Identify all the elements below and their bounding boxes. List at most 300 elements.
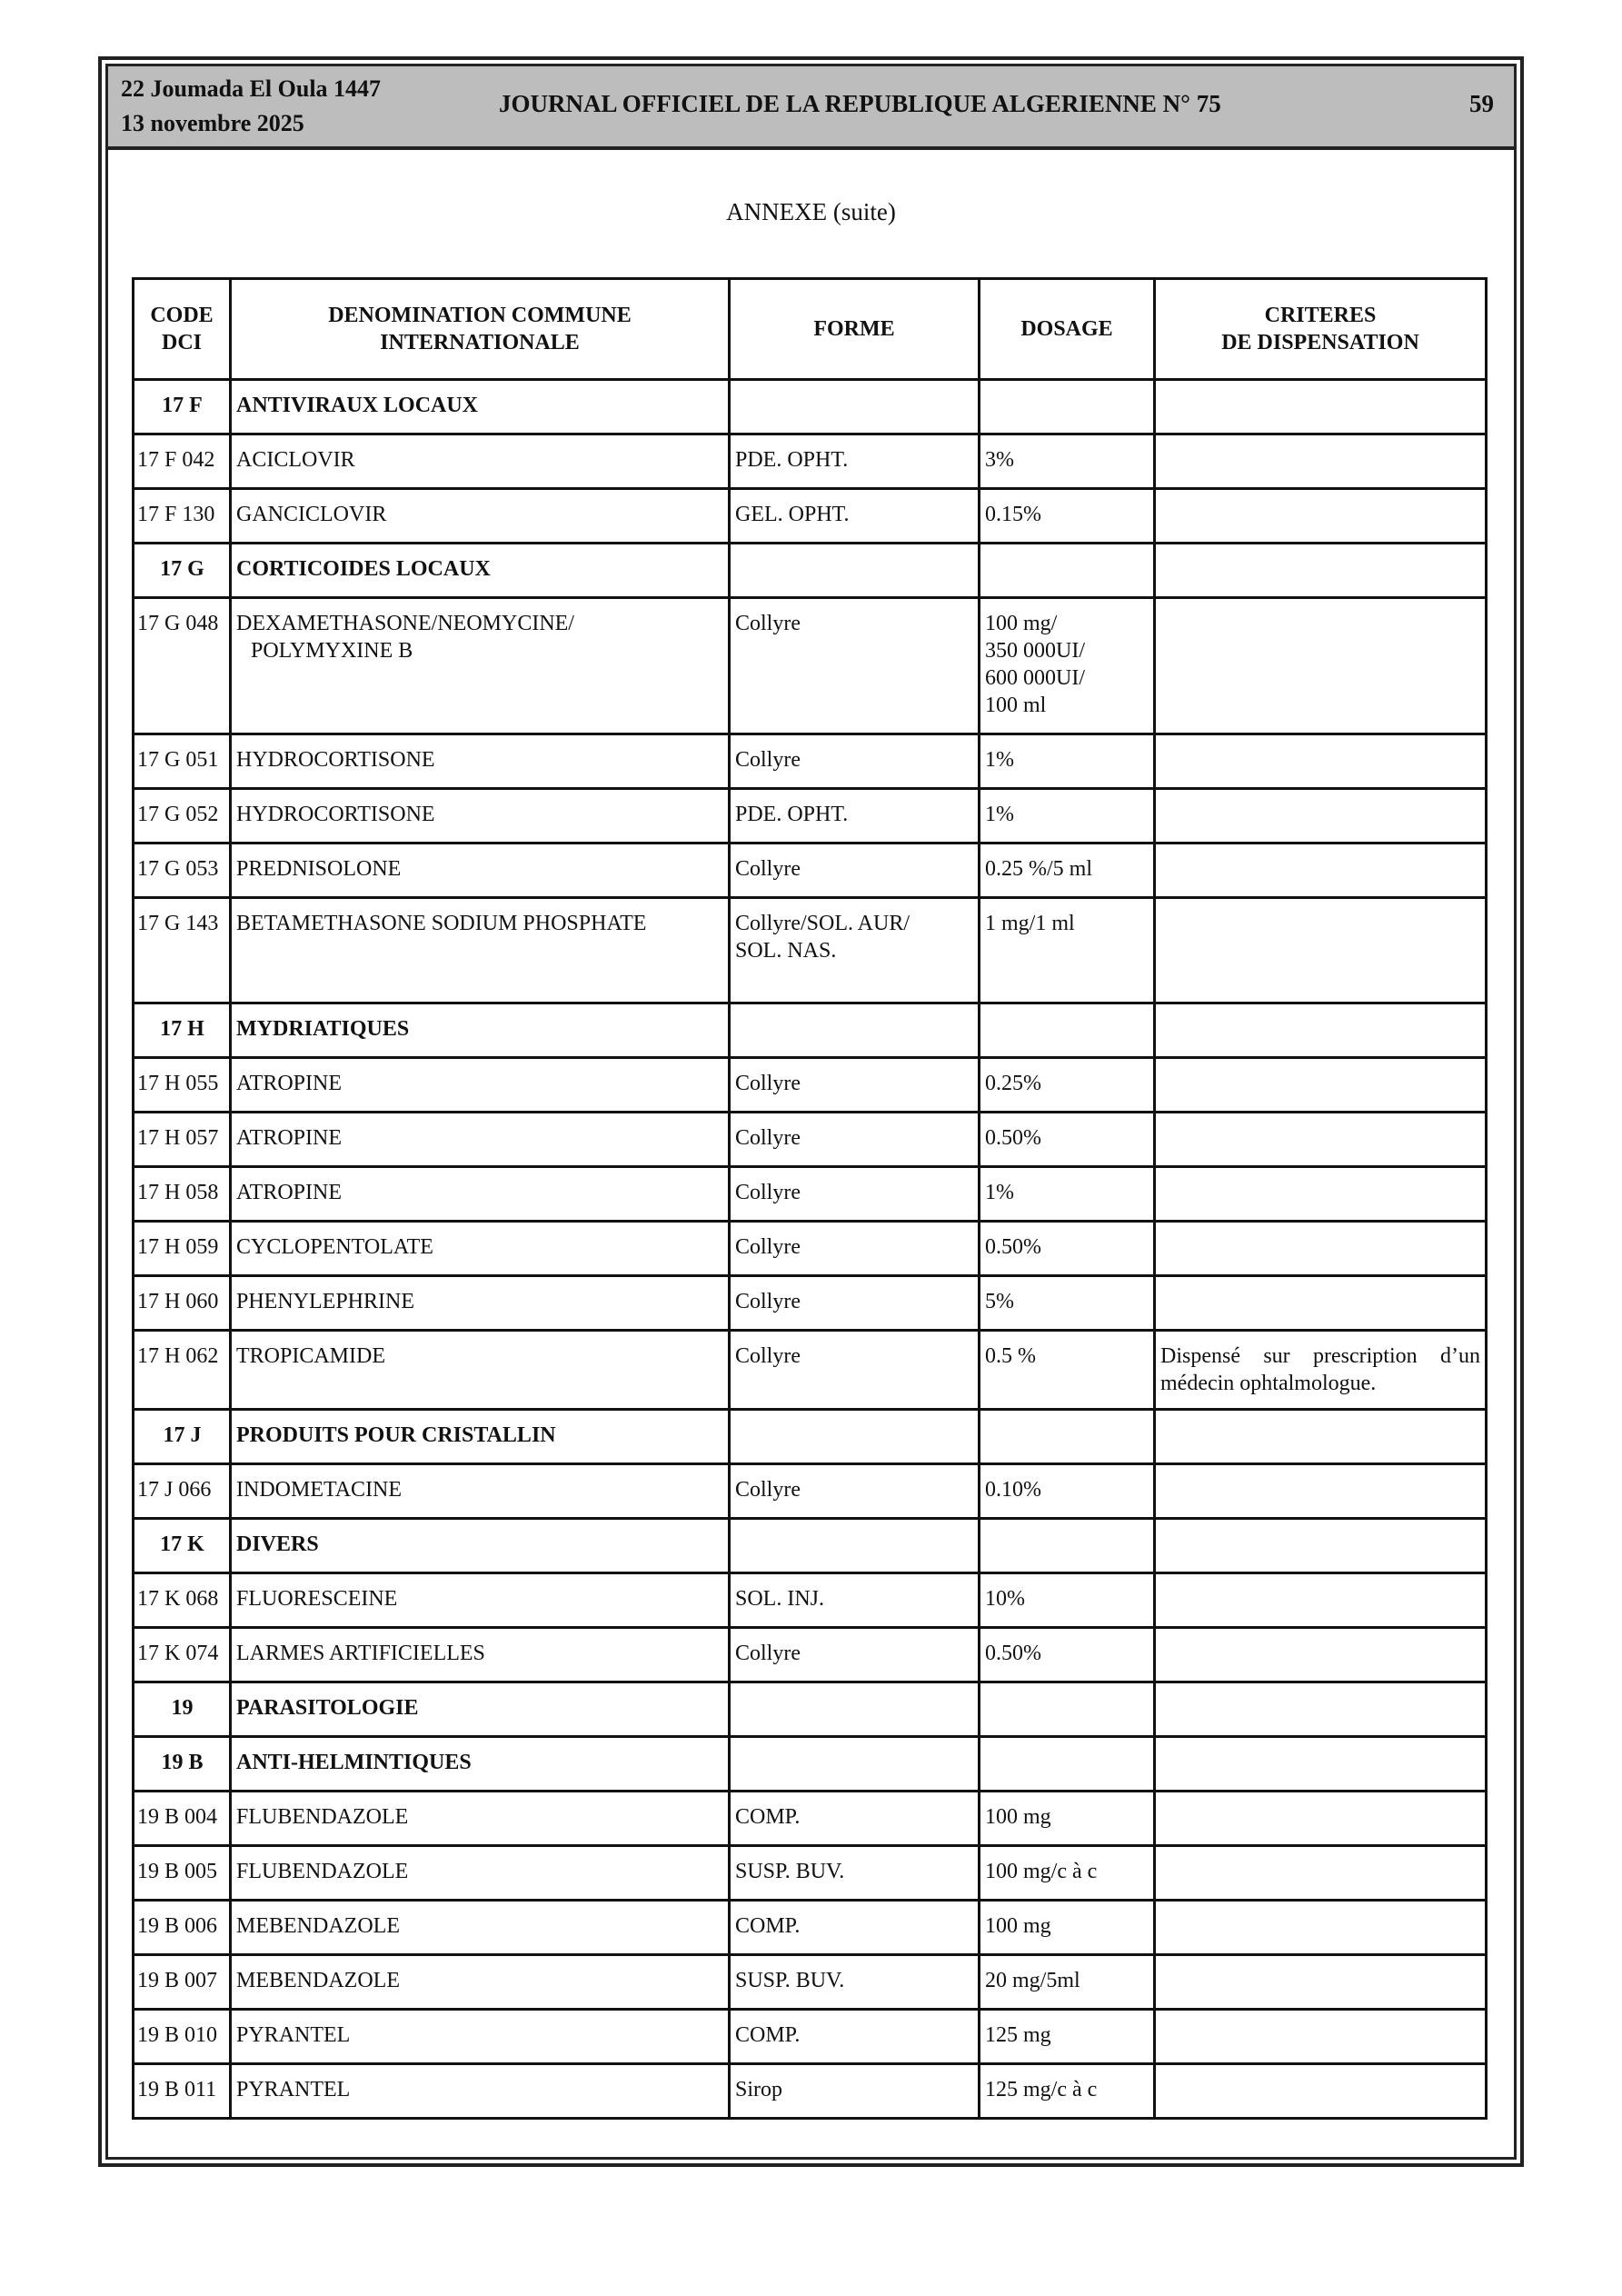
cell-code	[134, 598, 231, 734]
cell-text: 100 mg	[985, 1914, 1051, 1938]
cell-forme	[730, 1792, 980, 1846]
cell-name	[231, 1167, 730, 1222]
cell-text: 125 mg	[985, 2023, 1051, 2047]
cell-name	[231, 1410, 730, 1464]
cell-dosage	[980, 1846, 1155, 1901]
cell-name	[231, 1464, 730, 1519]
cell-text: MEBENDAZOLE	[236, 1914, 400, 1938]
cell-dosage	[980, 1058, 1155, 1113]
cell-text: ATROPINE	[236, 1072, 343, 1095]
journal-title: JOURNAL OFFICIEL DE LA REPUBLIQUE ALGERIENNE N° 75	[499, 90, 1221, 117]
cell-text: CORTICOIDES LOCAUX	[236, 557, 491, 581]
cell-text: LARMES ARTIFICIELLES	[236, 1642, 485, 1665]
table-row	[134, 1573, 1487, 1628]
cell-text: FLUBENDAZOLE	[236, 1860, 409, 1883]
cell-forme	[730, 1167, 980, 1222]
cell-text: FLUBENDAZOLE	[236, 1805, 409, 1829]
cell-text: 17 G 048	[137, 612, 219, 635]
cell-criteres	[1155, 380, 1487, 434]
cell-dosage	[980, 898, 1155, 1003]
cell-name	[231, 898, 730, 1003]
cell-text: 350 000UI/	[985, 639, 1085, 663]
cell-code	[134, 434, 231, 489]
cell-name	[231, 844, 730, 898]
cell-name	[231, 1737, 730, 1792]
header-line: DE DISPENSATION	[1221, 331, 1419, 354]
cell-text: FLUORESCEINE	[236, 1587, 398, 1611]
cell-dosage	[980, 1901, 1155, 1955]
cell-text: Collyre	[735, 1642, 801, 1665]
cell-forme	[730, 1519, 980, 1573]
cell-text: PDE. OPHT.	[735, 803, 849, 826]
cell-text: 100 mg/	[985, 612, 1058, 635]
cell-code	[134, 1003, 231, 1058]
header-line: FORME	[813, 317, 895, 341]
cell-text: 100 mg	[985, 1805, 1051, 1829]
cell-forme	[730, 2010, 980, 2064]
cell-text: DEXAMETHASONE/NEOMYCINE/	[236, 612, 574, 635]
cell-code	[134, 1792, 231, 1846]
cell-name	[231, 1846, 730, 1901]
cell-text: 1%	[985, 1181, 1014, 1204]
cell-text: 0.5 %	[985, 1344, 1036, 1368]
cell-criteres	[1155, 1003, 1487, 1058]
cell-code	[134, 1058, 231, 1113]
cell-text: Collyre	[735, 1344, 801, 1368]
hijri-date: 22 Joumada El Oula 1447	[121, 75, 382, 102]
table-row	[134, 1167, 1487, 1222]
cell-text: 19 B 011	[137, 2078, 217, 2101]
cell-criteres	[1155, 544, 1487, 598]
cell-text: 17 F 042	[137, 448, 215, 472]
cell-code	[134, 1410, 231, 1464]
cell-forme	[730, 2064, 980, 2119]
cell-text: MEBENDAZOLE	[236, 1969, 400, 1992]
cell-code	[134, 544, 231, 598]
cell-text: PRODUITS POUR CRISTALLIN	[236, 1423, 556, 1447]
cell-text: 0.25%	[985, 1072, 1041, 1095]
cell-dosage	[980, 1276, 1155, 1331]
header-line: CRITERES	[1264, 304, 1377, 327]
cell-code	[134, 1901, 231, 1955]
cell-text: PREDNISOLONE	[236, 857, 402, 881]
cell-name	[231, 1955, 730, 2010]
cell-text: 19	[171, 1696, 194, 1720]
cell-text: 1 mg/1 ml	[985, 912, 1075, 935]
col-denomination-header	[231, 279, 730, 380]
cell-criteres	[1155, 1276, 1487, 1331]
cell-forme	[730, 1464, 980, 1519]
cell-text: 125 mg/c à c	[985, 2078, 1098, 2101]
cell-text: HYDROCORTISONE	[236, 748, 435, 772]
cell-forme	[730, 380, 980, 434]
cell-text: 17 H 059	[137, 1235, 219, 1259]
cell-dosage	[980, 380, 1155, 434]
table-row	[134, 734, 1487, 789]
cell-dosage	[980, 1003, 1155, 1058]
cell-forme	[730, 1331, 980, 1410]
cell-criteres	[1155, 489, 1487, 544]
col-forme-header	[730, 279, 980, 380]
cell-code	[134, 1628, 231, 1682]
cell-forme	[730, 598, 980, 734]
cell-code	[134, 1846, 231, 1901]
cell-name	[231, 1682, 730, 1737]
gregorian-date: 13 novembre 2025	[121, 110, 304, 136]
cell-text: 17 H 062	[137, 1344, 219, 1368]
cell-text: 17 G 143	[137, 912, 219, 935]
cell-text: 17 H 055	[137, 1072, 219, 1095]
cell-text: COMP.	[735, 1805, 801, 1829]
cell-dosage	[980, 2010, 1155, 2064]
cell-dosage	[980, 1519, 1155, 1573]
cell-name	[231, 1003, 730, 1058]
cell-text: 19 B	[161, 1751, 204, 1774]
cell-name	[231, 2064, 730, 2119]
cell-dosage	[980, 489, 1155, 544]
cell-criteres	[1155, 1113, 1487, 1167]
table-row	[134, 1331, 1487, 1410]
cell-text: 17 K 068	[137, 1587, 219, 1611]
cell-dosage	[980, 1682, 1155, 1737]
table-row	[134, 434, 1487, 489]
cell-forme	[730, 1058, 980, 1113]
table-row	[134, 1464, 1487, 1519]
cell-code	[134, 2010, 231, 2064]
cell-text: 0.50%	[985, 1235, 1041, 1259]
cell-code	[134, 1737, 231, 1792]
cell-dosage	[980, 1955, 1155, 2010]
table-row	[134, 1222, 1487, 1276]
cell-name	[231, 1519, 730, 1573]
cell-text: PHENYLEPHRINE	[236, 1290, 414, 1313]
cell-code	[134, 1519, 231, 1573]
cell-code	[134, 1167, 231, 1222]
cell-text: 0.10%	[985, 1478, 1041, 1502]
cell-text: Collyre	[735, 1181, 801, 1204]
cell-dosage	[980, 734, 1155, 789]
cell-criteres	[1155, 1682, 1487, 1737]
cell-text: 3%	[985, 448, 1014, 472]
header-line: INTERNATIONALE	[380, 331, 580, 354]
cell-code	[134, 1955, 231, 2010]
table-row	[134, 1276, 1487, 1331]
table-row	[134, 844, 1487, 898]
cell-dosage	[980, 1792, 1155, 1846]
cell-text: 100 ml	[985, 694, 1047, 717]
cell-text: ANTIVIRAUX LOCAUX	[236, 394, 479, 417]
section-row	[134, 1519, 1487, 1573]
cell-text: 17 F 130	[137, 503, 215, 526]
cell-text: Collyre	[735, 857, 801, 881]
cell-text: 17 G	[160, 557, 204, 581]
cell-text: Sirop	[735, 2078, 783, 2101]
table-row	[134, 489, 1487, 544]
cell-text: 19 B 005	[137, 1860, 218, 1883]
table-row	[134, 789, 1487, 844]
table-row	[134, 1113, 1487, 1167]
cell-text: PDE. OPHT.	[735, 448, 849, 472]
cell-text: Collyre	[735, 1290, 801, 1313]
cell-dosage	[980, 1331, 1155, 1410]
cell-criteres	[1155, 1792, 1487, 1846]
cell-name	[231, 2010, 730, 2064]
cell-forme	[730, 1003, 980, 1058]
cell-text: Collyre	[735, 612, 801, 635]
cell-code	[134, 1276, 231, 1331]
cell-code	[134, 1464, 231, 1519]
cell-forme	[730, 898, 980, 1003]
table-row	[134, 898, 1487, 1003]
cell-text: MYDRIATIQUES	[236, 1017, 410, 1041]
cell-text: 17 H	[160, 1017, 204, 1041]
section-row	[134, 1737, 1487, 1792]
cell-text: TROPICAMIDE	[236, 1344, 386, 1368]
cell-text: 17 J 066	[137, 1478, 212, 1502]
cell-criteres	[1155, 1846, 1487, 1901]
cell-text: 1%	[985, 748, 1014, 772]
cell-forme	[730, 844, 980, 898]
cell-text: 19 B 010	[137, 2023, 218, 2047]
header-dates	[121, 72, 381, 141]
cell-text: PYRANTEL	[236, 2023, 351, 2047]
cell-criteres	[1155, 434, 1487, 489]
cell-dosage	[980, 1573, 1155, 1628]
cell-text: SOL. INJ.	[735, 1587, 825, 1611]
cell-dosage	[980, 1167, 1155, 1222]
table-row	[134, 2064, 1487, 2119]
cell-code	[134, 898, 231, 1003]
cell-name	[231, 1276, 730, 1331]
cell-name	[231, 1628, 730, 1682]
table-row	[134, 1955, 1487, 2010]
cell-name	[231, 1058, 730, 1113]
cell-dosage	[980, 2064, 1155, 2119]
cell-dosage	[980, 1222, 1155, 1276]
cell-name	[231, 1901, 730, 1955]
cell-name	[231, 598, 730, 734]
cell-name	[231, 1573, 730, 1628]
cell-text: 600 000UI/	[985, 666, 1085, 690]
cell-name	[231, 734, 730, 789]
cell-criteres	[1155, 2010, 1487, 2064]
cell-forme	[730, 1682, 980, 1737]
cell-forme	[730, 1901, 980, 1955]
cell-text: 17 F	[162, 394, 203, 417]
cell-text: Collyre/SOL. AUR/	[735, 912, 911, 935]
cell-name	[231, 380, 730, 434]
table-row	[134, 1846, 1487, 1901]
cell-text: 0.50%	[985, 1126, 1041, 1150]
cell-forme	[730, 489, 980, 544]
cell-criteres	[1155, 898, 1487, 1003]
col-dosage-header	[980, 279, 1155, 380]
header-line: CODE	[150, 304, 214, 327]
cell-forme	[730, 434, 980, 489]
cell-name	[231, 789, 730, 844]
cell-forme	[730, 1276, 980, 1331]
cell-text: 19 B 006	[137, 1914, 218, 1938]
cell-dosage	[980, 1113, 1155, 1167]
cell-text: SUSP. BUV.	[735, 1860, 845, 1883]
cell-text: 5%	[985, 1290, 1014, 1313]
section-row	[134, 1410, 1487, 1464]
cell-dosage	[980, 1410, 1155, 1464]
cell-text: 19 B 007	[137, 1969, 218, 1992]
header-line: DENOMINATION COMMUNE	[328, 304, 632, 327]
cell-text: 17 G 051	[137, 748, 219, 772]
cell-criteres	[1155, 1628, 1487, 1682]
cell-text: 100 mg/c à c	[985, 1860, 1098, 1883]
cell-text: Collyre	[735, 748, 801, 772]
table-row	[134, 1901, 1487, 1955]
cell-forme	[730, 1955, 980, 2010]
cell-criteres	[1155, 734, 1487, 789]
cell-dosage	[980, 434, 1155, 489]
cell-code	[134, 844, 231, 898]
cell-forme	[730, 789, 980, 844]
cell-text: 0.15%	[985, 503, 1041, 526]
header-line: DOSAGE	[1020, 317, 1113, 341]
cell-text: DIVERS	[236, 1532, 319, 1556]
cell-criteres	[1155, 2064, 1487, 2119]
cell-code	[134, 1331, 231, 1410]
cell-text: GEL. OPHT.	[735, 503, 850, 526]
cell-text: 19 B 004	[137, 1805, 218, 1829]
cell-code	[134, 489, 231, 544]
cell-dosage	[980, 1464, 1155, 1519]
cell-text: ATROPINE	[236, 1181, 343, 1204]
table-row	[134, 1628, 1487, 1682]
medication-table	[132, 277, 1488, 2120]
section-row	[134, 1003, 1487, 1058]
cell-text: ANTI-HELMINTIQUES	[236, 1751, 472, 1774]
cell-text: SOL. NAS.	[735, 939, 837, 963]
cell-dosage	[980, 1628, 1155, 1682]
cell-forme	[730, 1628, 980, 1682]
table-row	[134, 1792, 1487, 1846]
header-line: DCI	[161, 331, 202, 354]
cell-code	[134, 1682, 231, 1737]
cell-text: Collyre	[735, 1478, 801, 1502]
cell-text: 0.25 %/5 ml	[985, 857, 1092, 881]
cell-text: Collyre	[735, 1126, 801, 1150]
cell-name	[231, 1222, 730, 1276]
cell-forme	[730, 734, 980, 789]
cell-criteres	[1155, 598, 1487, 734]
cell-criteres	[1155, 1331, 1487, 1410]
cell-dosage	[980, 844, 1155, 898]
cell-criteres	[1155, 789, 1487, 844]
cell-criteres	[1155, 1167, 1487, 1222]
cell-dosage	[980, 598, 1155, 734]
cell-name	[231, 1113, 730, 1167]
cell-name	[231, 434, 730, 489]
cell-text: ATROPINE	[236, 1126, 343, 1150]
cell-criteres	[1155, 1410, 1487, 1464]
cell-text: 17 J	[163, 1423, 202, 1447]
col-criteres-header	[1155, 279, 1487, 380]
cell-code	[134, 1222, 231, 1276]
cell-text: INDOMETACINE	[236, 1478, 403, 1502]
cell-text: GANCICLOVIR	[236, 503, 387, 526]
cell-code	[134, 789, 231, 844]
cell-text: 17 G 052	[137, 803, 219, 826]
cell-forme	[730, 544, 980, 598]
cell-forme	[730, 1573, 980, 1628]
cell-text: COMP.	[735, 1914, 801, 1938]
cell-text: Collyre	[735, 1072, 801, 1095]
cell-dosage	[980, 544, 1155, 598]
cell-text: 20 mg/5ml	[985, 1969, 1080, 1992]
cell-dosage	[980, 1737, 1155, 1792]
table-row	[134, 598, 1487, 734]
cell-text: 17 G 053	[137, 857, 219, 881]
cell-name	[231, 1792, 730, 1846]
cell-forme	[730, 1410, 980, 1464]
cell-text: Dispensé sur prescription d’un médecin ophtalmologue.	[1160, 1344, 1480, 1395]
cell-text: COMP.	[735, 2023, 801, 2047]
cell-code	[134, 2064, 231, 2119]
col-code-header	[134, 279, 231, 380]
cell-code	[134, 1573, 231, 1628]
cell-forme	[730, 1737, 980, 1792]
cell-name	[231, 489, 730, 544]
cell-text: BETAMETHASONE SODIUM PHOSPHATE	[236, 912, 647, 935]
cell-text: 10%	[985, 1587, 1025, 1611]
cell-criteres	[1155, 1519, 1487, 1573]
table-row	[134, 1058, 1487, 1113]
cell-text: POLYMYXINE B	[251, 639, 413, 663]
cell-forme	[730, 1222, 980, 1276]
cell-criteres	[1155, 1222, 1487, 1276]
cell-text: 17 H 060	[137, 1290, 219, 1313]
section-row	[134, 1682, 1487, 1737]
cell-criteres	[1155, 1737, 1487, 1792]
cell-text: Collyre	[735, 1235, 801, 1259]
cell-text: 1%	[985, 803, 1014, 826]
cell-criteres	[1155, 1573, 1487, 1628]
table-header-row	[134, 279, 1487, 380]
cell-name	[231, 1331, 730, 1410]
table-row	[134, 2010, 1487, 2064]
cell-forme	[730, 1113, 980, 1167]
cell-text: 0.50%	[985, 1642, 1041, 1665]
cell-criteres	[1155, 1901, 1487, 1955]
journal-header	[108, 66, 1514, 150]
cell-code	[134, 1113, 231, 1167]
cell-text: 17 H 058	[137, 1181, 219, 1204]
cell-text: HYDROCORTISONE	[236, 803, 435, 826]
cell-text: ACICLOVIR	[236, 448, 355, 472]
cell-text: SUSP. BUV.	[735, 1969, 845, 1992]
cell-text: PYRANTEL	[236, 2078, 351, 2101]
cell-criteres	[1155, 844, 1487, 898]
page-number: 59	[1469, 90, 1494, 117]
cell-name	[231, 544, 730, 598]
cell-text: PARASITOLOGIE	[236, 1696, 419, 1720]
cell-code	[134, 380, 231, 434]
cell-text: 17 H 057	[137, 1126, 219, 1150]
section-row	[134, 544, 1487, 598]
cell-criteres	[1155, 1058, 1487, 1113]
cell-text: 17 K	[160, 1532, 204, 1556]
cell-forme	[730, 1846, 980, 1901]
cell-criteres	[1155, 1464, 1487, 1519]
cell-text: CYCLOPENTOLATE	[236, 1235, 433, 1259]
cell-criteres	[1155, 1955, 1487, 2010]
cell-text: 17 K 074	[137, 1642, 219, 1665]
